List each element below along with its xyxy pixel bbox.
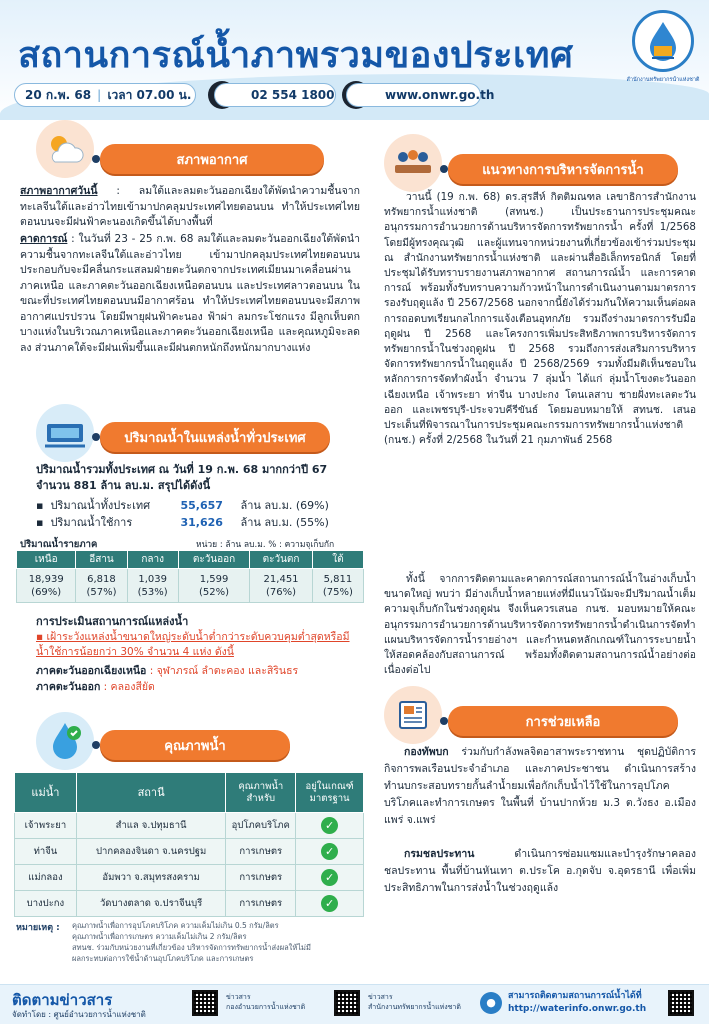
weather-today xyxy=(20,184,360,231)
station-cell: อัมพวา จ.สมุทรสงคราม xyxy=(76,865,225,891)
date-time-pill xyxy=(14,83,196,107)
quality-table xyxy=(14,772,364,917)
check-icon: ✓ xyxy=(321,895,338,912)
assessment-ne xyxy=(36,664,298,679)
weather-today-text: : ลมใต้และลมตะวันออกเฉียงใต้พัดนำความชื้นจากทะเลจีนใต้และอ่าวไทยเข้ามาปกคลุมประเทศไทยตอนบน ทำให้ประเทศไทยตอนบนจะมีฝนฟ้าคะนองเกิดขึ้นได้บางพื้นที่ xyxy=(20,185,360,228)
region-value: 1,599 xyxy=(199,573,229,585)
weather-forecast-label: คาดการณ์ xyxy=(20,233,68,245)
footer-track-url[interactable]: http://waterinfo.onwr.go.th xyxy=(508,1004,647,1014)
region-cell xyxy=(312,569,363,603)
note-lines xyxy=(72,920,368,964)
region-table-row xyxy=(17,569,364,603)
phone-number[interactable]: 02 554 1800 xyxy=(251,88,335,102)
reservoir-icon-circle xyxy=(36,404,94,462)
region-cell xyxy=(250,569,312,603)
usable-volume-value: 31,626 xyxy=(180,516,223,529)
assistance-icon-circle xyxy=(384,686,442,744)
assistance-p1-label: กองทัพบก xyxy=(404,746,449,758)
standard-cell xyxy=(296,839,364,865)
note-line: คุณภาพน้ำเพื่อการอุปโภคบริโภค ความเค็มไม่เกิน 0.5 กรัม/ลิตร xyxy=(72,921,279,930)
footer-track-text: สามารถติดตามสถานการณ์น้ำได้ที่ xyxy=(508,991,642,1001)
region-header: เหนือ xyxy=(17,551,76,569)
volume-intro xyxy=(36,462,327,494)
footer-follow: ติดตามข่าวสาร xyxy=(12,991,113,1009)
region-value: 6,818 xyxy=(87,573,116,585)
region-pct: (75%) xyxy=(322,586,353,598)
total-volume-row xyxy=(36,497,329,514)
qr-code-icon[interactable] xyxy=(668,990,694,1016)
table-row xyxy=(15,839,364,865)
table-row xyxy=(15,891,364,917)
note-line: ผลกระทบต่อการใช้น้ำด้านอุปโภคบริโภค และการเกษตร xyxy=(72,954,254,963)
region-header: ตะวันออก xyxy=(178,551,250,569)
assessment-ne-label: ภาคตะวันออกเฉียงเหนือ xyxy=(36,665,147,677)
region-value: 21,451 xyxy=(263,573,299,585)
region-value: 18,939 xyxy=(28,573,64,585)
qr1-line1: ข่าวสาร xyxy=(226,993,251,1001)
assistance-p2-label: กรมชลประทาน xyxy=(404,848,475,860)
assessment-heading: การประเมินสถานการณ์แหล่งน้ำ xyxy=(36,615,189,628)
volume-intro-line2: จำนวน 881 ล้าน ลบ.ม. สรุปได้ดังนี้ xyxy=(36,479,211,492)
region-table-header xyxy=(17,551,364,569)
weather-today-label: สภาพอากาศวันนี้ xyxy=(20,185,98,197)
page-title: สถานการณ์น้ำภาพรวมของประเทศ xyxy=(18,35,574,76)
table-row xyxy=(15,813,364,839)
quality-banner: คุณภาพน้ำ xyxy=(100,730,290,760)
management-icon-circle xyxy=(384,134,442,192)
globe-icon: ● xyxy=(480,992,502,1014)
assistance-p1 xyxy=(384,744,696,829)
banner-dot xyxy=(92,433,100,441)
qr2-line2: สำนักงานทรัพยากรน้ำแห่งชาติ xyxy=(368,1003,461,1011)
usable-volume-unit: ล้าน ลบ.ม. (55%) xyxy=(240,516,329,529)
region-header: ตะวันตก xyxy=(250,551,312,569)
time-text: เวลา 07.00 น. xyxy=(107,87,192,102)
region-caption: ปริมาณน้ำรายภาค xyxy=(20,539,98,550)
use-cell: อุปโภคบริโภค xyxy=(226,813,296,839)
management-p2: ทั้งนี้ จากการติดตามและคาดการณ์สถานการณ์น้ำในอ่างเก็บน้ำขนาดใหญ่ พบว่า มีอ่างเก็บน้ำหลายแห่งที่มีแนวโน้มจะมีปริมาณน้ำเต็มความจุเก็บกักในช่วงฤดูฝน จึงเห็นควรเสนอ กนช. มอบหมายให้คณะอนุกรรมการอำนวยการด้านบริหารจัดการทรัพยากรน้ำดำเนินการจัดทำแผนบริหารจัดการน้ำรายอ่างฯ และกำหนดหลักเกณฑ์ในการระบายน้ำให้สอดคล้องกับสถานการณ์ พร้อมทั้งติดตามสถานการณ์น้ำอย่างต่อเนื่องต่อไป xyxy=(384,573,696,677)
table-row xyxy=(15,865,364,891)
station-header: สถานี xyxy=(76,773,225,813)
assessment-warning-text: เฝ้าระวังแหล่งน้ำขนาดใหญ่ระดับน้ำต่ำกว่าระดับควบคุมต่ำสุดหรือมีน้ำใช้การน้อยกว่า 30% จำนวน 4 แห่ง ดังนี้ xyxy=(36,631,350,658)
note-line: สทนช. ร่วมกับหน่วยงานที่เกี่ยวข้อง บริหารจัดการทรัพยากรน้ำส่งผลให้ไม่มี xyxy=(72,943,311,952)
standard-header: อยู่ในเกณฑ์ มาตรฐาน xyxy=(296,773,364,813)
weather-forecast xyxy=(20,232,360,356)
meeting-icon xyxy=(391,145,435,181)
region-cell xyxy=(17,569,76,603)
quality-table-header xyxy=(15,773,364,813)
footer-track xyxy=(508,990,646,1016)
assistance-banner: การช่วยเหลือ xyxy=(448,706,678,736)
assessment-e-value: : คลองสียัด xyxy=(100,681,155,693)
region-header: อีสาน xyxy=(76,551,127,569)
region-header: ใต้ xyxy=(312,551,363,569)
use-cell: การเกษตร xyxy=(226,839,296,865)
check-icon: ✓ xyxy=(321,843,338,860)
qr-code-icon[interactable] xyxy=(192,990,218,1016)
assistance-p2-text: ดำเนินการซ่อมแซมและบำรุงรักษาคลองชลประทาน พื้นที่บ้านหันเทา ต.ประโค อ.กุดจับ จ.อุดรธานี เพื่อเพิ่มประสิทธิภาพในการส่งน้ำในช่วงฤดูแล้ง xyxy=(384,848,696,894)
standard-cell xyxy=(296,891,364,917)
region-pct: (69%) xyxy=(31,586,62,598)
website-link[interactable]: www.onwr.go.th xyxy=(385,88,495,102)
region-value: 5,811 xyxy=(323,573,353,585)
qr1-caption xyxy=(226,992,305,1012)
assessment-e xyxy=(36,680,155,695)
bullet: ▪ xyxy=(36,499,51,512)
banner-dot xyxy=(92,741,100,749)
region-table xyxy=(16,550,364,603)
use-cell: การเกษตร xyxy=(226,891,296,917)
volume-banner: ปริมาณน้ำในแหล่งน้ำทั่วประเทศ xyxy=(100,422,330,452)
total-volume-value: 55,657 xyxy=(180,499,223,512)
region-pct: (57%) xyxy=(86,586,117,598)
use-header: คุณภาพน้ำ สำหรับ xyxy=(226,773,296,813)
note-label: หมายเหตุ : xyxy=(16,923,60,933)
weather-icon-circle xyxy=(36,120,94,178)
assistance-p1-text: ร่วมกับกำลังพลจิตอาสาพระราชทาน ชุดปฏิบัติการกิจการพลเรือนประจำอำเภอ และภาคประชาชน ดำเนินการสร้างทำนบกระสอบทรายกั้นลำน้ำยมเพื่อกักเก็บน้ำไว้ใช้ในการอุปโภคบริโภคและทำการเกษตร ในพื้นที่ บ้านปากห้วย ม.3 ต.วังธง อ.เมืองแพร่ จ.แพร่ xyxy=(384,746,696,826)
banner-dot xyxy=(440,717,448,725)
weather-forecast-text: : ในวันที่ 23 - 25 ก.พ. 68 ลมใต้และลมตะวันออกเฉียงใต้พัดนำความชื้นจากทะเลจีนใต้และอ่าวไทย เข้ามาปกคลุมประเทศไทยตอนบน ประกอบกับจะมีคลื่นกระแสลมฝ่ายตะวันตกจากประเทศเมียนมาเคลื่อนผ่านภาคเหนือ และภาคตะวันออกเฉียงเหนือตอนบน และประเทศลาวตอนบน ในขณะที่ประเทศไทยตอนบนมีอากาศร้อน ทำให้ประเทศไทยตอนบนจะมีสภาพอากาศแปรปรวน โดยมีพายุฝนฟ้าคะนอง ฟ้าผ่า ลมกระโชกแรง มีลูกเห็บตกบางแห่งในบริเวณภาคเหนือและภาคตะวันออกเฉียงเหนือ และคุณหภูมิจะลดลง ส่วนภาคใต้จะมีฝนเพิ่มขึ้นและมีฝนตกหนักถึงหนักมากบางแห่ง xyxy=(20,233,360,354)
river-cell: เจ้าพระยา xyxy=(15,813,77,839)
region-pct: (53%) xyxy=(137,586,168,598)
check-icon: ✓ xyxy=(321,869,338,886)
river-header: แม่น้ำ xyxy=(15,773,77,813)
qr1-line2: กองอำนวยการน้ำแห่งชาติ xyxy=(226,1003,306,1011)
qr2-line1: ข่าวสาร xyxy=(368,993,393,1001)
qr-code-icon[interactable] xyxy=(334,990,360,1016)
dam-icon xyxy=(43,416,87,450)
region-unit-note: หน่วย : ล้าน ลบ.ม. % : ความจุเก็บกัก xyxy=(196,540,335,550)
cloud-sun-icon xyxy=(45,132,85,166)
station-cell: สำแล จ.ปทุมธานี xyxy=(76,813,225,839)
banner-dot xyxy=(92,155,100,163)
date-separator: | xyxy=(97,88,102,102)
region-header: กลาง xyxy=(127,551,178,569)
volume-intro-line1: ปริมาณน้ำรวมทั้งประเทศ ณ วันที่ 19 ก.พ. 68 มากกว่าปี 67 xyxy=(36,463,328,476)
river-cell: แม่กลอง xyxy=(15,865,77,891)
footer-by: จัดทำโดย : ศูนย์อำนวยการน้ำแห่งชาติ xyxy=(12,1010,146,1019)
newspaper-icon xyxy=(394,696,432,734)
assessment-e-label: ภาคตะวันออก xyxy=(36,681,101,693)
note-line: คุณภาพน้ำเพื่อการเกษตร ความเค็มไม่เกิน 2 กรัม/ลิตร xyxy=(72,932,247,941)
assistance-p2 xyxy=(384,846,696,897)
qr2-caption xyxy=(368,992,461,1012)
river-cell: ท่าจีน xyxy=(15,839,77,865)
website-pill[interactable] xyxy=(346,83,495,107)
banner-dot xyxy=(440,165,448,173)
region-cell xyxy=(127,569,178,603)
standard-cell xyxy=(296,865,364,891)
weather-banner: สภาพอากาศ xyxy=(100,144,324,174)
region-value: 1,039 xyxy=(138,573,167,585)
usable-volume-label: ปริมาณน้ำใช้การ xyxy=(50,516,133,529)
date-text: 20 ก.พ. 68 xyxy=(25,87,92,102)
phone-pill[interactable] xyxy=(214,83,336,107)
total-volume-unit: ล้าน ลบ.ม. (69%) xyxy=(240,499,329,512)
bullet: ▪ xyxy=(36,516,51,529)
check-icon: ✓ xyxy=(321,817,338,834)
region-pct: (76%) xyxy=(266,586,297,598)
logo-caption: สำนักงานทรัพยากรน้ำแห่งชาติ xyxy=(626,77,700,83)
water-drop-icon xyxy=(640,18,686,64)
water-quality-icon xyxy=(48,721,82,761)
management-banner: แนวทางการบริหารจัดการน้ำ xyxy=(448,154,678,184)
assessment-warning xyxy=(36,630,356,660)
standard-cell xyxy=(296,813,364,839)
assessment-ne-value: : จุฬาภรณ์ ลำตะคอง และสิรินธร xyxy=(146,665,299,677)
use-cell: การเกษตร xyxy=(226,865,296,891)
region-cell xyxy=(178,569,250,603)
usable-volume-row xyxy=(36,514,329,531)
management-p1: วานนี้ (19 ก.พ. 68) ดร.สุรสีห์ กิตติมณฑล เลขาธิการสำนักงานทรัพยากรน้ำแห่งชาติ (สทนช.) เป็นประธานการประชุมคณะอนุกรรมการอำนวยการด้านบริหารจัดการทรัพยากรน้ำ ครั้งที่ 1/2568 โดยมีผู้ทรงคุณวุฒิ และผู้แทนจากหน่วยงานที่เกี่ยวข้องเข้าร่วมประชุม ณ สำนักงานทรัพยากรน้ำแห่งชาติ และผ่านสื่ออิเล็กทรอนิกส์ โดยที่ประชุมได้รับทราบรายงานสภาพอากาศ สถานการณ์น้ำ และการคาดการณ์ พร้อมทั้งรับทราบความก้าวหน้าในการดำเนินงานตามมาตรการรองรับฤดูแล้ง ปี 2567/2568 นอกจากนี้ยังได้ร่วมกันให้ความเห็นต่อผลการถอดบทเรียนกลไกการแจ้งเตือนอุทกภัย รวมถึงร่างมาตรการรับมือฤดูฝน ปี 2568 และโครงการเพิ่มประสิทธิภาพการบริหารจัดการทรัพยากรน้ำในช่วงฤดูฝน ปี 2568 รวมถึงการส่งเสริมการบริหารจัดการทรัพยากรน้ำในฤดูแล้ง ปี 2568/2569 รวมทั้งมีมติเห็นชอบในหลักการการจัดทำผังน้ำ จำนวน 7 ลุ่มน้ำ ได้แก่ ลุ่มน้ำโขงตะวันออกเฉียงเหนือ เจ้าพระยา ท่าจีน บางปะกง โตนเลสาบ ชายฝั่งทะเลตะวันออก และเพชรบุรี-ประจวบคีรีขันธ์ โดยมอบหมายให้ สทนช. เสนอประเด็นที่พิจารณาในการประชุมคณะกรรมการทรัพยากรน้ำแห่งชาติ (กนช.) ครั้งที่ 2/2568 ในวันที่ 21 กุมภาพันธ์ 2568 xyxy=(384,191,696,447)
onwr-logo xyxy=(632,10,694,72)
station-cell: วัดบางตลาด จ.ปราจีนบุรี xyxy=(76,891,225,917)
region-cell xyxy=(76,569,127,603)
quality-icon-circle xyxy=(36,712,94,770)
region-pct: (52%) xyxy=(199,586,230,598)
station-cell: ปากคลองจินดา จ.นครปฐม xyxy=(76,839,225,865)
river-cell: บางปะกง xyxy=(15,891,77,917)
warning-bullet: ▪ xyxy=(36,631,47,643)
total-volume-label: ปริมาณน้ำทั้งประเทศ xyxy=(50,499,151,512)
